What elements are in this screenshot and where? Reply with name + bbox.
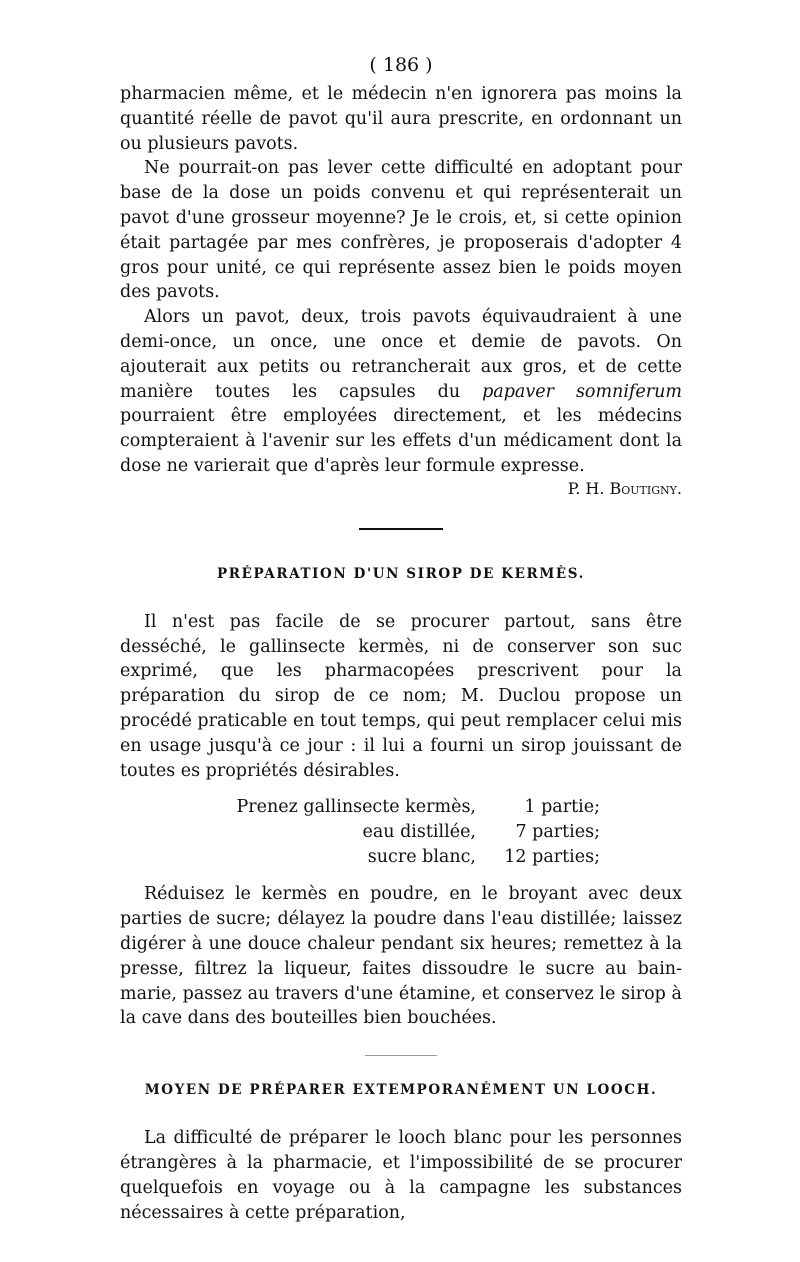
article2-instructions: Réduisez le kermès en poudre, en le broyant avec deux parties de sucre; délayez la poudre dans l'eau distillée; laissez digérer à une douce chaleur pendant six heures; remettez à la presse, filtrez la liqueur, faites dissoudre le sucre au bain-marie, passez au travers d'une étamine, et conservez le sirop à la cave dans des bouteilles bien bouchées.	[120, 884, 682, 1029]
section-divider	[359, 528, 443, 530]
section-divider	[365, 1055, 437, 1056]
article3-title: MOYEN DE PRÉPARER EXTEMPORANÉMENT UN LOOCH.	[144, 1082, 658, 1099]
recipe-amount: 12 parties;	[504, 847, 600, 868]
recipe-row	[120, 845, 682, 870]
recipe-row	[120, 820, 682, 845]
recipe-ingredient: Prenez gallinsecte kermès,	[236, 797, 476, 818]
article1-paragraph-3-text-a: Alors un pavot, deux, trois pavots équivaudraient à une demi-once, un once, une once et demie de pavots. On ajouterait aux petits ou retrancherait aux gros, et de cette manière toutes les capsules du	[120, 307, 682, 402]
recipe-amount: 1 partie;	[524, 797, 600, 818]
species-name: papaver somniferum	[482, 381, 682, 402]
recipe-table	[120, 795, 682, 870]
signature-line	[120, 479, 682, 498]
page-number: ( 186 )	[369, 54, 433, 76]
article1-paragraph-3-text-b: pourraient être employées directement, et les médecins compteraient à l'avenir sur les effets d'un médicament dont la dose ne varierait que d'après leur formule expresse.	[120, 406, 682, 476]
article1-paragraph-1: pharmacien même, et le médecin n'en ignorera pas moins la quantité réelle de pavot qu'il aura prescrite, en ordonnant un ou plusieurs pavots.	[120, 84, 682, 154]
recipe-ingredient: eau distillée,	[362, 822, 476, 843]
article2-title: PRÉPARATION D'UN SIROP DE KERMÈS.	[217, 565, 585, 582]
recipe-amount: 7 parties;	[515, 822, 600, 843]
recipe-ingredient: sucre blanc,	[367, 847, 476, 868]
author-signature: P. H. Boutigny.	[567, 478, 682, 498]
book-page	[120, 52, 682, 1225]
article1-paragraph-3	[120, 305, 682, 479]
article1-paragraph-2: Ne pourrait-on pas lever cette difficulté en adoptant pour base de la dose un poids convenu et qui représenterait un pavot d'une grosseur moyenne? Je le crois, et, si cette opinion était partagée par mes confrères, je proposerais d'adopter 4 gros pour unité, ce qui représente assez bien le poids moyen des pavots.	[120, 158, 682, 303]
article3-intro: La difficulté de préparer le looch blanc pour les personnes étrangères à la pharmacie, et l'impossibilité de se procurer quelquefois en voyage ou à la campagne les substances nécessaires à cette préparation,	[120, 1128, 682, 1223]
article2-intro: Il n'est pas facile de se procurer partout, sans être desséché, le gallinsecte kermès, ni de conserver son suc exprimé, que les pharmacopées prescrivent pour la préparation du sirop de ce nom; M. Duclou propose un procédé praticable en tout temps, qui peut remplacer celui mis en usage jusqu'à ce jour : il lui a fourni un sirop jouissant de toutes es propriétés désirables.	[120, 611, 682, 781]
recipe-row	[120, 795, 682, 820]
